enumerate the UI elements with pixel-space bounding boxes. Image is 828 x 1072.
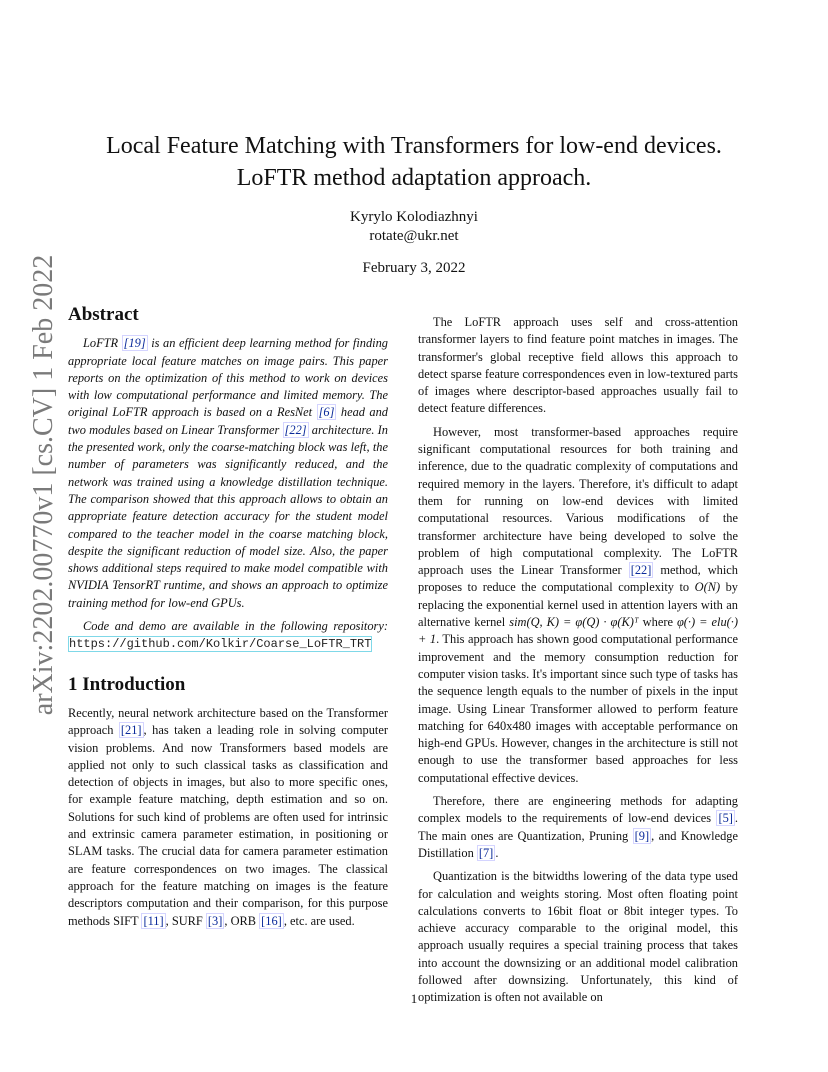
citation-link[interactable]: [19]	[123, 336, 146, 351]
body-paragraph: Therefore, there are engineering methods for adapting complex models to the requirements of low-end devices [5] . The main ones are Quantization, Pruning [9] , and Knowledge Distillation [7] .	[418, 794, 738, 860]
citation-link[interactable]: [7]	[478, 845, 494, 860]
body-paragraph: The LoFTR approach uses self and cross-attention transformer layers to find feature point matches in images. The transformer's global receptive field allows this approach to detect sparse feature correspondences even in low-textured parts of images where descriptor-based approaches usually fail to detect feature differences.	[418, 315, 738, 416]
title-line-2: LoFTR method adaptation approach.	[236, 165, 592, 191]
abstract-heading: Abstract	[68, 304, 139, 325]
body-paragraph: Quantization is the bitwidths lowering of the data type used for calculation and weights storing. Most often floating point calculations converts to 16bit float or 8bit integer types. To achieve accuracy comparable to the original model, this approach usually requires a special training process that takes into account the downsizing or an additional model calibration followed after downsizing. Unfortunately, this kind of optimization is often not available on	[418, 869, 738, 1005]
citation-link[interactable]: [21]	[120, 723, 142, 738]
introduction-paragraph: Recently, neural network architecture based on the Transformer approach [21] , has taken a leading role in solving computer vision problems. And now Transformers based models are applied not only to such classical tasks as classification and detection of objects in images, but also to more specific ones, for example feature matching, depth estimation and so on. Solutions for such kind of problems are often used for intrinsic and extrinsic camera parameter estimation, in positioning or SLAM tasks. The crucial data for camera parameter estimation are feature correspondences on two images. The classical approach for the feature matching on images is the feature descriptors computation and their comparison, for this purpose methods SIFT [11] , SURF [3] , ORB [16] , etc. are used.	[68, 705, 388, 928]
citation-link[interactable]: [11]	[143, 913, 164, 928]
paper-date: February 3, 2022	[362, 260, 466, 276]
math-expression: sim(Q, K) = φ(Q) · φ(K)ᵀ	[509, 615, 639, 630]
author-email: rotate@ukr.net	[369, 228, 459, 244]
page-number: 1	[410, 991, 418, 1006]
citation-link[interactable]: [5]	[718, 811, 733, 826]
citation-link[interactable]: [3]	[207, 913, 223, 928]
arxiv-identifier: arXiv:2202.00770v1 [cs.CV] 1 Feb 2022	[28, 254, 59, 716]
introduction-heading: 1 Introduction	[68, 673, 186, 695]
author-name: Kyrylo Kolodiazhnyi	[350, 209, 478, 225]
citation-link[interactable]: [16]	[261, 913, 282, 928]
math-expression: φ(·) = elu(·) + 1	[418, 615, 739, 647]
code-availability: Code and demo are available in the following repository: https://github.com/Kolkir/Coarse_LoFTR_TRT	[69, 619, 388, 652]
math-expression: O(N)	[694, 580, 721, 595]
left-column	[68, 306, 388, 930]
citation-link[interactable]: [22]	[284, 422, 307, 437]
paper-title	[80, 130, 748, 194]
citation-link[interactable]: [6]	[318, 405, 335, 420]
title-line-1: Local Feature Matching with Transformers for low-end devices.	[106, 133, 722, 159]
repository-link[interactable]: https://github.com/Kolkir/Coarse_LoFTR_TRT	[69, 637, 372, 652]
abstract-text: LoFTR [19] is an efficient deep learning method for finding appropriate local feature matches on image pairs. This paper reports on the optimization of this method to work on devices with low computational performance and limited memory. The original LoFTR approach is based on a ResNet [6] head and two modules based on Linear Transformer [22] architecture. In the presented work, only the coarse-matching block was left, the number of parameters was significantly reduced, and the network was trained using a knowledge distillation technique. The comparison showed that this approach allows to obtain an appropriate feature detection accuracy for the student model compared to the teacher model in the coarse matching block, despite the significant reduction of model size. Also, the paper shows additional steps required to make model compatible with NVIDIA TensorRT runtime, and shows an approach to optimize training method for low-end GPUs.	[68, 336, 389, 610]
citation-link[interactable]: [9]	[634, 828, 650, 843]
author-block	[214, 208, 614, 246]
citation-link[interactable]: [22]	[630, 563, 652, 578]
body-paragraph: However, most transformer-based approaches require significant computational resources for both training and inference, due to the quadratic complexity of computations and required memory in the layers. Therefore, it's difficult to adapt them for running on low-end devices with limited computational resources. Various modifications of the transformer architecture have being developed to solve the problem of high computational complexity. The LoFTR approach uses the Linear Transformer [22] method, which proposes to reduce the computational complexity to O(N) by replacing the exponential kernel used in attention layers with an alternative kernel sim(Q, K) = φ(Q) · φ(K)ᵀ where φ(·) = elu(·) + 1. This approach has shown good computational performance improvement and the memory consumption reduction for computer vision tasks. It's important since such type of tasks has the sequence length equals to the number of pixels in the input image. Using Linear Transformer allowed to perform feature matching for 640x480 images with acceptable performance on high-end GPUs. However, changes in the architecture is still not enough to use the transformer based approaches for less computational effective devices.	[418, 424, 739, 785]
right-column	[418, 314, 738, 1007]
